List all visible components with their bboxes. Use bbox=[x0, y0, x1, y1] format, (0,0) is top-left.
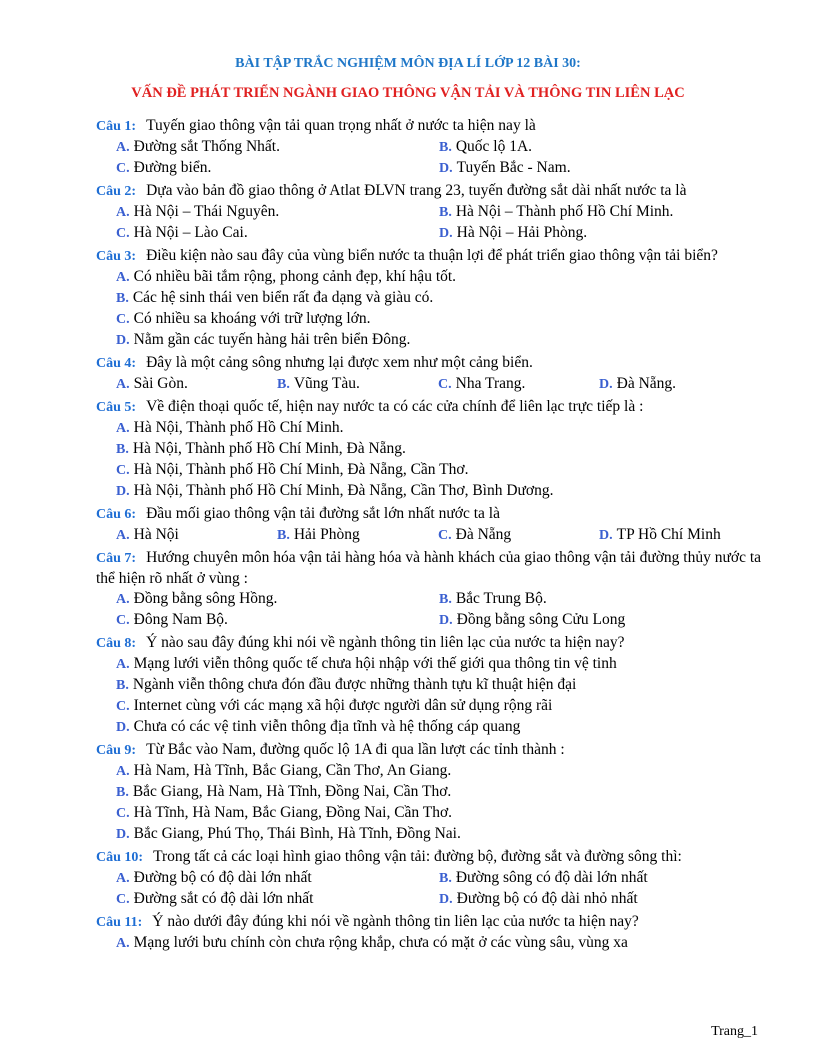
option-letter: A. bbox=[116, 871, 130, 886]
answer-options bbox=[96, 374, 764, 395]
option-text: Vũng Tàu. bbox=[293, 375, 360, 392]
answer-option bbox=[116, 309, 370, 330]
option-row bbox=[116, 460, 764, 481]
question-stem bbox=[96, 246, 764, 267]
answer-option bbox=[116, 675, 576, 696]
option-row bbox=[116, 288, 764, 309]
option-letter: A. bbox=[116, 270, 130, 285]
answer-option bbox=[116, 525, 277, 546]
option-letter: D. bbox=[439, 892, 453, 907]
option-text: Hà Nội, Thành phố Hồ Chí Minh, Đà Nẵng. bbox=[132, 440, 406, 457]
question-text: Từ Bắc vào Nam, đường quốc lộ 1A đi qua lần lượt các tỉnh thành : bbox=[146, 741, 565, 758]
answer-options bbox=[96, 589, 764, 631]
option-letter: A. bbox=[116, 936, 130, 951]
option-letter: D. bbox=[599, 528, 613, 543]
option-text: Bắc Giang, Phú Thọ, Thái Bình, Hà Tĩnh, Đồng Nai. bbox=[133, 825, 461, 842]
option-letter: D. bbox=[116, 484, 130, 499]
question-3 bbox=[96, 246, 764, 351]
option-letter: C. bbox=[116, 226, 130, 241]
question-4 bbox=[96, 353, 764, 395]
option-text: Sài Gòn. bbox=[133, 375, 188, 392]
answer-option bbox=[116, 137, 439, 158]
option-text: Nha Trang. bbox=[455, 375, 526, 392]
option-row bbox=[116, 761, 764, 782]
answer-option bbox=[116, 717, 520, 738]
question-label: Câu 8: bbox=[96, 636, 137, 651]
option-row bbox=[116, 803, 764, 824]
option-text: TP Hồ Chí Minh bbox=[616, 526, 721, 543]
question-9 bbox=[96, 740, 764, 845]
option-row bbox=[116, 933, 764, 954]
option-text: Đông Nam Bộ. bbox=[133, 611, 228, 628]
option-text: Có nhiều sa khoáng với trữ lượng lớn. bbox=[133, 310, 371, 327]
question-5 bbox=[96, 397, 764, 502]
option-letter: A. bbox=[116, 377, 130, 392]
answer-option bbox=[116, 267, 456, 288]
question-text: Điều kiện nào sau đây của vùng biển nước ta thuận lợi để phát triển giao thông vận tải biển? bbox=[146, 247, 718, 264]
option-text: Mạng lưới viễn thông quốc tế chưa hội nhập với thế giới qua thông tin vệ tinh bbox=[133, 655, 617, 672]
option-text: Đồng bằng sông Cửu Long bbox=[456, 611, 626, 628]
answer-option bbox=[116, 288, 433, 309]
answer-option bbox=[439, 223, 762, 244]
option-letter: D. bbox=[116, 333, 130, 348]
option-text: Hà Nội, Thành phố Hồ Chí Minh, Đà Nẵng, Cần Thơ. bbox=[133, 461, 469, 478]
option-text: Hà Nội – Thái Nguyên. bbox=[133, 203, 280, 220]
question-stem bbox=[96, 633, 764, 654]
question-stem bbox=[96, 548, 764, 589]
option-text: Đường sắt Thống Nhất. bbox=[133, 138, 280, 155]
question-text: Đây là một cảng sông nhưng lại được xem như một cảng biển. bbox=[146, 354, 533, 371]
answer-option bbox=[116, 330, 410, 351]
question-2 bbox=[96, 181, 764, 244]
option-row bbox=[116, 889, 764, 910]
option-text: Tuyến Bắc - Nam. bbox=[456, 159, 571, 176]
answer-option bbox=[116, 418, 343, 439]
answer-option bbox=[116, 223, 439, 244]
option-letter: B. bbox=[116, 785, 129, 800]
question-stem bbox=[96, 116, 764, 137]
option-text: Hà Nam, Hà Tĩnh, Bắc Giang, Cần Thơ, An Giang. bbox=[133, 762, 452, 779]
answer-option bbox=[438, 374, 599, 395]
option-letter: A. bbox=[116, 421, 130, 436]
option-letter: C. bbox=[438, 528, 452, 543]
option-row bbox=[116, 868, 764, 889]
answer-options bbox=[96, 761, 764, 845]
option-text: Hà Nội – Thành phố Hồ Chí Minh. bbox=[455, 203, 674, 220]
option-row bbox=[116, 439, 764, 460]
option-text: Hà Nội, Thành phố Hồ Chí Minh. bbox=[133, 419, 344, 436]
option-letter: A. bbox=[116, 528, 130, 543]
question-8 bbox=[96, 633, 764, 738]
question-stem bbox=[96, 353, 764, 374]
answer-option bbox=[439, 158, 762, 179]
option-row bbox=[116, 418, 764, 439]
document-subtitle: VẤN ĐỀ PHÁT TRIỂN NGÀNH GIAO THÔNG VẬN TẢI VÀ THÔNG TIN LIÊN LẠC bbox=[131, 85, 685, 101]
option-text: Hà Tĩnh, Hà Nam, Bắc Giang, Đồng Nai, Cần Thơ. bbox=[133, 804, 453, 821]
option-letter: C. bbox=[116, 613, 130, 628]
option-text: Hải Phòng bbox=[293, 526, 360, 543]
option-text: Ngành viễn thông chưa đón đầu được những thành tựu kĩ thuật hiện đại bbox=[132, 676, 577, 693]
question-text: Về điện thoại quốc tế, hiện nay nước ta có các cửa chính để liên lạc trực tiếp là : bbox=[146, 398, 644, 415]
option-letter: A. bbox=[116, 592, 130, 607]
answer-option bbox=[439, 137, 762, 158]
option-letter: D. bbox=[439, 161, 453, 176]
option-row bbox=[116, 137, 764, 158]
option-row bbox=[116, 589, 764, 610]
question-text: Dựa vào bản đồ giao thông ở Atlat ĐLVN trang 23, tuyến đường sắt dài nhất nước ta là bbox=[146, 182, 687, 199]
answer-option bbox=[599, 525, 760, 546]
answer-option bbox=[116, 933, 628, 954]
option-letter: B. bbox=[439, 140, 452, 155]
option-row bbox=[116, 717, 764, 738]
option-letter: D. bbox=[599, 377, 613, 392]
question-label: Câu 1: bbox=[96, 119, 137, 134]
answer-option bbox=[116, 481, 554, 502]
question-label: Câu 3: bbox=[96, 249, 137, 264]
option-text: Đường sắt có độ dài lớn nhất bbox=[133, 890, 314, 907]
option-row bbox=[116, 330, 764, 351]
answer-option bbox=[116, 439, 406, 460]
question-text: Đầu mối giao thông vận tải đường sắt lớn nhất nước ta là bbox=[146, 505, 500, 522]
option-text: Đà Nẵng. bbox=[616, 375, 677, 392]
answer-option bbox=[116, 158, 439, 179]
option-letter: B. bbox=[116, 678, 129, 693]
question-label: Câu 5: bbox=[96, 400, 137, 415]
answer-options bbox=[96, 654, 764, 738]
answer-option bbox=[439, 889, 762, 910]
option-row bbox=[116, 525, 764, 546]
answer-options bbox=[96, 267, 764, 351]
option-row bbox=[116, 675, 764, 696]
page-number: Trang_1 bbox=[711, 1024, 758, 1039]
option-letter: B. bbox=[116, 442, 129, 457]
answer-option bbox=[599, 374, 760, 395]
option-row bbox=[116, 481, 764, 502]
answer-options bbox=[96, 525, 764, 546]
option-row bbox=[116, 158, 764, 179]
question-text: Hướng chuyên môn hóa vận tải hàng hóa và hành khách của giao thông vận tải đường thủy nước ta thể hiện rõ nhất ở vùng : bbox=[96, 549, 762, 587]
option-text: Mạng lưới bưu chính còn chưa rộng khắp, chưa có mặt ở các vùng sâu, vùng xa bbox=[133, 934, 628, 951]
answer-option bbox=[439, 589, 762, 610]
answer-option bbox=[438, 525, 599, 546]
question-stem bbox=[96, 847, 764, 868]
question-stem bbox=[96, 181, 764, 202]
option-row bbox=[116, 374, 764, 395]
answer-option bbox=[116, 696, 552, 717]
answer-options bbox=[96, 933, 764, 954]
answer-option bbox=[116, 761, 451, 782]
question-text: Ý nào dưới đây đúng khi nói về ngành thông tin liên lạc của nước ta hiện nay? bbox=[152, 913, 639, 930]
question-7 bbox=[96, 548, 764, 631]
option-row bbox=[116, 696, 764, 717]
option-row bbox=[116, 223, 764, 244]
question-stem bbox=[96, 740, 764, 761]
answer-options bbox=[96, 418, 764, 502]
answer-options bbox=[96, 202, 764, 244]
option-text: Đường bộ có độ dài nhỏ nhất bbox=[456, 890, 638, 907]
option-text: Hà Nội – Hải Phòng. bbox=[456, 224, 588, 241]
option-text: Hà Nội bbox=[133, 526, 179, 543]
option-letter: C. bbox=[438, 377, 452, 392]
option-letter: A. bbox=[116, 140, 130, 155]
question-stem bbox=[96, 504, 764, 525]
question-label: Câu 7: bbox=[96, 551, 137, 566]
option-text: Đà Nẵng bbox=[455, 526, 512, 543]
question-label: Câu 10: bbox=[96, 850, 144, 865]
option-letter: D. bbox=[116, 720, 130, 735]
option-row bbox=[116, 610, 764, 631]
option-row bbox=[116, 782, 764, 803]
option-letter: B. bbox=[439, 205, 452, 220]
question-6 bbox=[96, 504, 764, 546]
question-text: Tuyến giao thông vận tải quan trọng nhất ở nước ta hiện nay là bbox=[146, 117, 536, 134]
question-list bbox=[96, 116, 764, 956]
answer-option bbox=[116, 374, 277, 395]
question-label: Câu 9: bbox=[96, 743, 137, 758]
option-text: Internet cùng với các mạng xã hội được người dân sử dụng rộng rãi bbox=[133, 697, 553, 714]
option-letter: D. bbox=[439, 226, 453, 241]
question-label: Câu 11: bbox=[96, 915, 143, 930]
option-letter: C. bbox=[116, 161, 130, 176]
option-letter: B. bbox=[439, 871, 452, 886]
option-letter: A. bbox=[116, 205, 130, 220]
option-text: Bắc Trung Bộ. bbox=[455, 590, 547, 607]
option-letter: B. bbox=[277, 377, 290, 392]
option-text: Hà Nội, Thành phố Hồ Chí Minh, Đà Nẵng, Cần Thơ, Bình Dương. bbox=[133, 482, 554, 499]
option-letter: D. bbox=[116, 827, 130, 842]
answer-option bbox=[116, 868, 439, 889]
option-letter: C. bbox=[116, 463, 130, 478]
option-letter: D. bbox=[439, 613, 453, 628]
answer-option bbox=[116, 460, 468, 481]
document-title: BÀI TẬP TRẮC NGHIỆM MÔN ĐỊA LÍ LỚP 12 BÀI 30: bbox=[235, 56, 581, 71]
option-letter: A. bbox=[116, 657, 130, 672]
option-text: Chưa có các vệ tinh viễn thông địa tĩnh và hệ thống cáp quang bbox=[133, 718, 521, 735]
answer-option bbox=[116, 610, 439, 631]
option-text: Có nhiều bãi tắm rộng, phong cảnh đẹp, khí hậu tốt. bbox=[133, 268, 457, 285]
option-letter: B. bbox=[439, 592, 452, 607]
question-label: Câu 2: bbox=[96, 184, 137, 199]
option-text: Đường sông có độ dài lớn nhất bbox=[455, 869, 648, 886]
question-label: Câu 4: bbox=[96, 356, 137, 371]
question-label: Câu 6: bbox=[96, 507, 137, 522]
answer-option bbox=[277, 374, 438, 395]
option-letter: C. bbox=[116, 312, 130, 327]
answer-option bbox=[116, 824, 461, 845]
option-text: Quốc lộ 1A. bbox=[455, 138, 533, 155]
option-text: Nằm gần các tuyến hàng hải trên biển Đông. bbox=[133, 331, 411, 348]
question-stem bbox=[96, 397, 764, 418]
option-row bbox=[116, 202, 764, 223]
option-letter: B. bbox=[277, 528, 290, 543]
question-11 bbox=[96, 912, 764, 954]
question-stem bbox=[96, 912, 764, 933]
option-row bbox=[116, 654, 764, 675]
answer-option bbox=[116, 782, 451, 803]
option-text: Đường bộ có độ dài lớn nhất bbox=[133, 869, 312, 886]
answer-option bbox=[439, 202, 762, 223]
answer-option bbox=[439, 868, 762, 889]
option-row bbox=[116, 824, 764, 845]
option-text: Hà Nội – Lào Cai. bbox=[133, 224, 248, 241]
option-letter: C. bbox=[116, 699, 130, 714]
option-text: Đồng bằng sông Hồng. bbox=[133, 590, 278, 607]
answer-options bbox=[96, 868, 764, 910]
option-row bbox=[116, 309, 764, 330]
option-letter: C. bbox=[116, 892, 130, 907]
option-letter: C. bbox=[116, 806, 130, 821]
answer-options bbox=[96, 137, 764, 179]
answer-option bbox=[116, 654, 617, 675]
option-text: Bắc Giang, Hà Nam, Hà Tĩnh, Đồng Nai, Cần Thơ. bbox=[132, 783, 452, 800]
answer-option bbox=[116, 889, 439, 910]
option-text: Đường biển. bbox=[133, 159, 212, 176]
option-text: Các hệ sinh thái ven biển rất đa dạng và giàu có. bbox=[132, 289, 434, 306]
answer-option bbox=[116, 202, 439, 223]
question-1 bbox=[96, 116, 764, 179]
answer-option bbox=[277, 525, 438, 546]
option-letter: B. bbox=[116, 291, 129, 306]
option-row bbox=[116, 267, 764, 288]
question-10 bbox=[96, 847, 764, 910]
answer-option bbox=[439, 610, 762, 631]
answer-option bbox=[116, 803, 452, 824]
question-text: Ý nào sau đây đúng khi nói về ngành thông tin liên lạc của nước ta hiện nay? bbox=[146, 634, 625, 651]
answer-option bbox=[116, 589, 439, 610]
option-letter: A. bbox=[116, 764, 130, 779]
question-text: Trong tất cả các loại hình giao thông vận tải: đường bộ, đường sắt và đường sông thì: bbox=[153, 848, 682, 865]
